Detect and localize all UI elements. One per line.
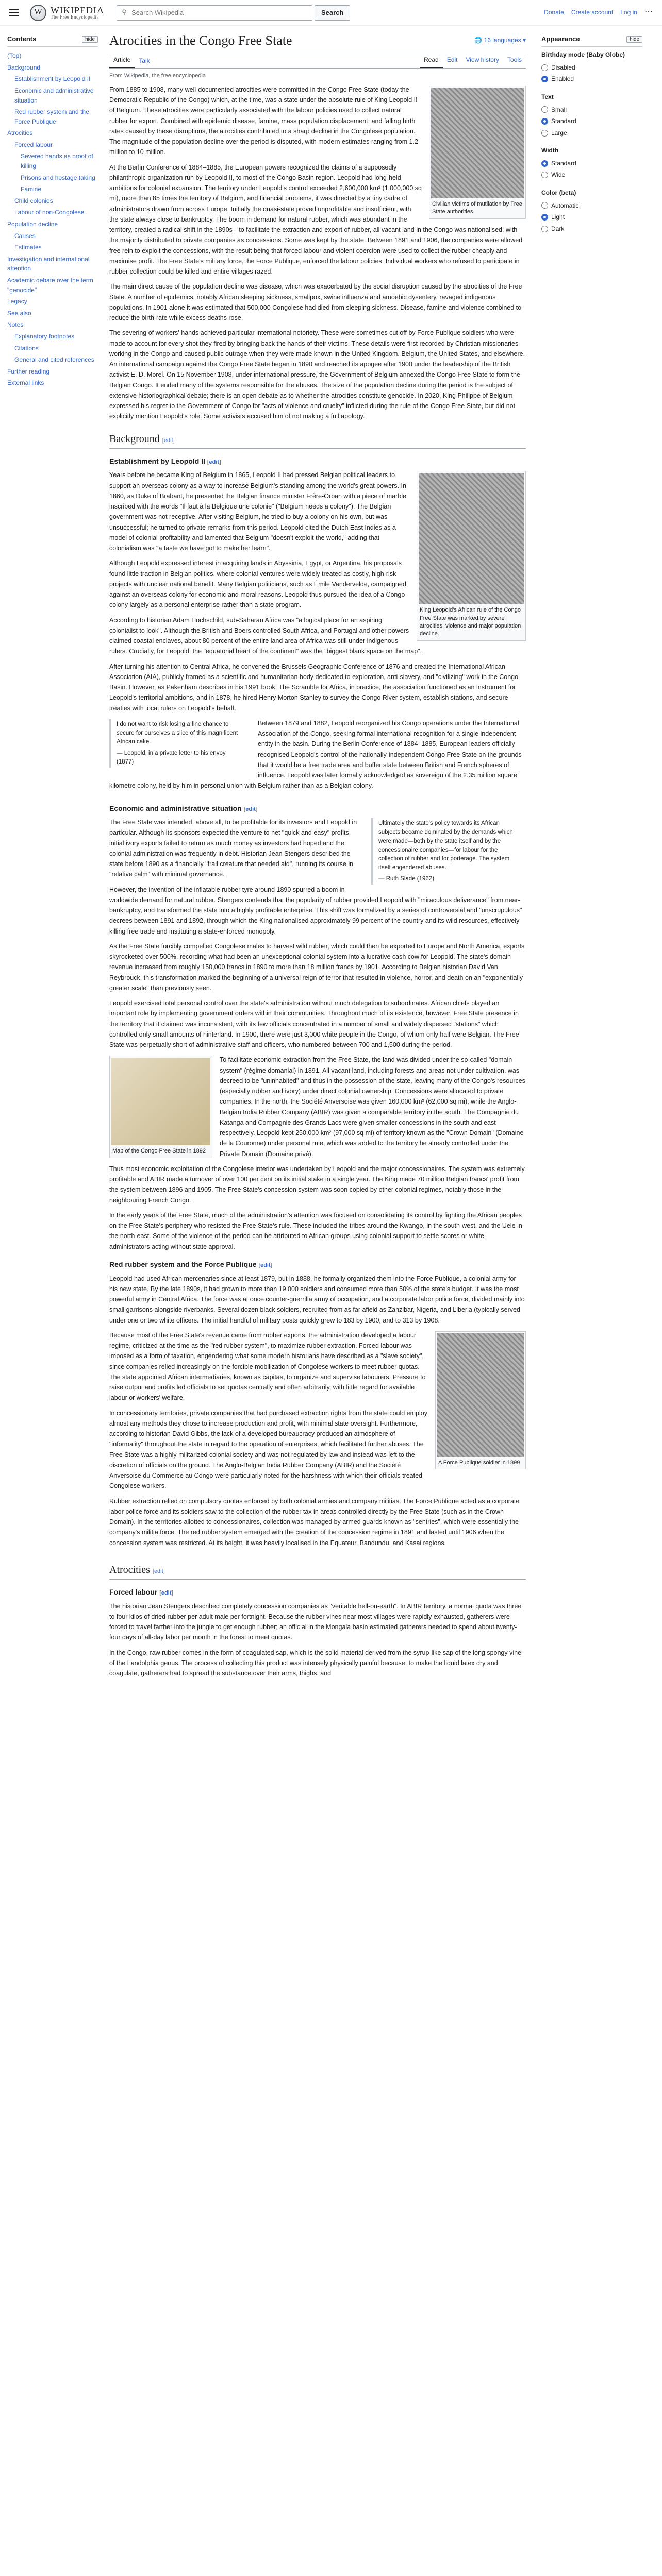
section-rubber-heading: Red rubber system and the Force Publique [edit] — [109, 1260, 273, 1268]
rubber-paragraph: Because most of the Free State's revenue came from rubber exports, the administration developed a labour regime, criticized at the time as the "red rubber system", to maximize rubber extraction. Forced labour was imposed as a form of taxation, engendering what some modern historians have described as a "slave society", since companies relied increasingly on the forcible mobilization of Congolese workers to meet rubber quotas. The state appointed African intermediaries, known as capitas, to organize and supervise labourers. Pressure to raise output and profits led officials to set quotas centrally and often arbitrarily, with little regard for available labour or workers' welfare. — [109, 1331, 426, 1402]
appearance-option-label: Small — [551, 106, 567, 113]
appearance-group-title: Birthday mode (Baby Globe) — [541, 51, 625, 59]
appearance-option[interactable] — [541, 211, 642, 223]
toc-item[interactable]: Academic debate over the term "genocide" — [7, 277, 93, 294]
search-input[interactable] — [131, 6, 312, 20]
intro-paragraph: The main direct cause of the population decline was disease, which was exacerbated by the social disruption caused by the atrocities of the Free State. A number of epidemics, notably African sleeping sickness, smallpox, swine influenza and amoebic dysentery, ravaged indigenous populations. In 1901 alone it was estimated that 500,000 Congolese had died from sleeping sickness. Disease, famine and violence combined to reduce the birth-rate while excess deaths rose. — [109, 283, 522, 322]
toc-item[interactable]: (Top) — [7, 52, 22, 60]
appearance-group — [541, 50, 642, 85]
toc-item[interactable]: Estimates — [14, 244, 42, 251]
toc-item[interactable]: Child colonies — [14, 197, 53, 205]
toc-item[interactable]: External links — [7, 379, 44, 387]
economic-paragraph: However, the invention of the inflatable rubber tyre around 1890 spurred a boom in worldwide demand for natural rubber. Stengers contends that the popularity of rubber provided Leopold with "miraculous deliverance" from near-bankruptcy, and transformed the state into a highly profitable enterprise. This shift was formalized by a series of controversial and "unscrupulous" decrees between 1891 and 1892, through which the King nationalised approximately 99 percent of the country and its wild resources, effectively killing free trade and instituting a state-enforced monopoly. — [109, 886, 522, 935]
section-background-heading: Background [edit] — [109, 431, 526, 449]
appearance-group — [541, 188, 642, 234]
appearance-option-label: Enabled — [551, 75, 574, 83]
force-publique-soldier-image[interactable] — [437, 1333, 524, 1457]
appearance-option[interactable] — [541, 104, 642, 116]
site-header — [0, 0, 662, 26]
radio-icon[interactable] — [541, 64, 548, 71]
page-tabs — [109, 54, 526, 69]
leopold-paragraph: Years before he became King of Belgium in 1865, Leopold II had pressed Belgian political leaders to support an overseas colony as a way to increase Belgium's standing among the world's great powers. In 1860, as Duke of Brabant, he presented the Belgian finance minister Frère-Orban with a piece of marble inscribed with the words "Il faut à la Belgique une colonie" ("Belgium needs a colony"). The Belgian government was not receptive. After visiting Belgium, he tried to buy a colony on his own, but was unsuccessful; he turned to private remarks from this period. Leopold cited the Dutch East Indies as a model of colonial profitability and lamented that Belgium "doesn't exploit the world," adding that colonialism was "a taste we have got to make her learn". — [109, 471, 407, 552]
appearance-option[interactable] — [541, 158, 642, 170]
toc-item[interactable]: Background — [7, 63, 41, 71]
rubber-paragraph: Rubber extraction relied on compulsory quotas enforced by both colonial armies and company militias. The Force Publique acted as a corporate labor police force and its soldiers saw to the collection of the rubber tax in areas controlled directly by the Free State (such as in the Crown Domain). In the territories allotted to concessionaires, collection was managed by armed guards known as "sentries", which were essentially the company's militia force. The red rubber system emerged with the creation of the concession regime in 1891 and lasted until 1906 when the concession system was restricted. At its height, it was heavily localised in the Equateur, Bandundu, and Kasai regions. — [109, 1497, 520, 1547]
wordmark: WIKIPEDIA The Free Encyclopedia — [51, 5, 104, 20]
appearance-option[interactable] — [541, 223, 642, 235]
toc-item[interactable]: Economic and administrative situation — [14, 87, 94, 104]
appearance-option[interactable] — [541, 127, 642, 139]
log-in-link[interactable]: Log in — [620, 9, 637, 16]
appearance-option-label: Automatic — [551, 201, 579, 209]
section-economic-heading: Economic and administrative situation [edit] — [109, 804, 258, 812]
leopold-portrait-image[interactable] — [419, 473, 524, 604]
appearance-option-label: Disabled — [551, 63, 575, 71]
personal-tools — [544, 6, 653, 19]
appearance-group — [541, 92, 642, 139]
radio-icon[interactable] — [541, 226, 548, 232]
appearance-group-title: Color (beta) — [541, 189, 576, 197]
toc-item[interactable]: Causes — [14, 232, 36, 240]
toc-item[interactable]: Prisons and hostage taking — [21, 174, 95, 181]
toc-item[interactable]: Atrocities — [7, 129, 33, 137]
main-menu-icon[interactable] — [9, 6, 24, 20]
appearance-option-label: Standard — [551, 117, 576, 125]
page-title: Atrocities in the Congo Free State — [109, 33, 292, 48]
intro-figure-caption: Civilian victims of mutilation by Free State authorities — [432, 200, 522, 215]
appearance-option-label: Wide — [551, 171, 566, 179]
economic-paragraph: In the early years of the Free State, much of the administration's attention was focused on consolidating its control by fighting the African peoples on the Free State's periphery who resisted the Free State's rule. These included the tribes around the Kwango, in the south-west, and the Uele in the north-east. Some of the violence of the period can be attributed to African groups using colonial support to settle scores or white administrators acting without state approval. — [109, 1211, 522, 1250]
toc-item[interactable]: Forced labour — [14, 141, 53, 148]
radio-icon[interactable] — [541, 160, 548, 167]
section-leopold-heading: Establishment by Leopold II [edit] — [109, 456, 221, 465]
slade-quote — [371, 818, 526, 885]
puzzle-globe-icon: W — [30, 5, 46, 21]
create-account-link[interactable]: Create account — [571, 9, 614, 16]
soldier-figure — [435, 1331, 526, 1469]
leopold-figure-caption: King Leopold's African rule of the Congo Free State was marked by severe atrocities, violence and major population decline. — [420, 607, 521, 637]
appearance-hide-button[interactable]: hide — [626, 36, 642, 43]
search-icon: ⚲ — [122, 8, 127, 16]
soldier-figure-caption: A Force Publique soldier in 1899 — [438, 1459, 520, 1466]
tab-tools[interactable]: Tools — [507, 56, 522, 64]
leopold-figure — [417, 471, 526, 641]
leopold-paragraph: Although Leopold expressed interest in acquiring lands in Abyssinia, Egypt, or Argentina, his proposals found little traction in Belgian politics, where colonial ventures were widely treated as costly, high-risk projects with unclear national benefit. Many Belgian politicians, such as Émile Vandervelde, campaigned against an overseas colony for economic and moral reasons. Leopold thus pursued the idea of a Congo colony largely as a personal enterprise rather than a state program. — [109, 560, 406, 609]
leopold-paragraph: According to historian Adam Hochschild, sub-Saharan Africa was "a logical place for an aspiring colonialist to look". Although the British and Boers controlled South Africa, and Portugal and other powers claimed coastal enclaves, about 80 percent of the entire land area of Africa was still under indigenous rulers. Crucially, for Leopold, the "equatorial heart of the continent" was the "biggest blank space on the map". — [109, 616, 422, 655]
tagline: From Wikipedia, the free encyclopedia — [109, 72, 206, 79]
radio-icon[interactable] — [541, 214, 548, 221]
economic-paragraph: As the Free State forcibly compelled Congolese males to harvest wild rubber, which could then be exported to Europe and North America, exports skyrocketed over 500%, recording what had been an unexceptional colonial system into a lucrative cash cow for Leopold. The state's domain revenue increased from roughly 150,000 francs in 1890 to more than 18 million francs by 1901. According to Belgian historian David Van Reybrouck, this transformation marked the beginning of a universal reign of terror that resulted in violence, horror, and death on an "exponentially greater scale" than previously seen. — [109, 942, 525, 992]
map-figure-caption: Map of the Congo Free State in 1892 — [112, 1148, 206, 1155]
appearance-group-title: Width — [541, 147, 559, 155]
table-of-contents — [0, 26, 103, 1683]
edit-link[interactable]: edit — [209, 459, 220, 465]
quote-text: I do not want to risk losing a fine chance to secure for ourselves a slice of this magnificent African cake. — [117, 721, 238, 745]
article-content — [103, 26, 536, 1683]
edit-link[interactable]: edit — [161, 1589, 172, 1596]
rubber-paragraph: Leopold had used African mercenaries since at least 1879, but in 1888, he formally organized them into the Force Publique, a colonial army for his new state. By the late 1890s, it had grown to more than 19,000 soldiers and consumed more than 50% of the state's budget. It was the most powerful army in Central Africa. The force was at once counter-guerrilla army of occupation, and a corporate labor police force, divided mainly into small garrisons alongside riverbanks. Several dozen black soldiers, recruited from as far afield as Zanzibar, Nigeria, and Liberia (typically served under one or two white officers. The initial handful of military posts quickly grew to 183 by 1900, and to 313 by 1908. — [109, 1275, 525, 1324]
appearance-option[interactable] — [541, 169, 642, 181]
radio-icon[interactable] — [541, 202, 548, 209]
toc-item[interactable]: Further reading — [7, 367, 50, 375]
quote-attribution: — Leopold, in a private letter to his envoy (1877) — [117, 750, 226, 765]
quote-text: Ultimately the state's policy towards its African subjects became dominated by the demands which were made—both by the state itself and by the concessionaire companies—for labour for the collection of rubber and for porterage. The system itself engendered abuses. — [378, 820, 513, 871]
economic-paragraph: Leopold exercised total personal control over the state's administration without much delegation to subordinates. African chiefs played an important role by implementing government orders within their communities. Throughout much of its existence, however, Free State presence in the territory that it claimed was inconsistent, with its few officials concentrated in a number of small and widely dispersed "stations" which controlled only small amounts of hinterland. In 1900, there were just 3,000 white people in the Congo, of whom only half were Belgian. The Free State was perpetually short of administrative staff and officers, who numbered between 700 and 1,500 during the period. — [109, 999, 519, 1049]
toc-item[interactable]: Labour of non-Congolese — [14, 209, 85, 216]
toc-item[interactable]: See also — [7, 309, 31, 317]
economic-paragraph: Thus most economic exploitation of the Congolese interior was undertaken by Leopold and the major concessionaires. The system was extremely profitable and ABIR made a turnover of over 100 per cent on its initial stake in a single year. The King made 70 million Belgian francs' profit from the system between 1896 and 1905. The Free State's concession system was soon copied by other colonial regimes, notably those in the neighbouring French Congo. — [109, 1165, 525, 1204]
toc-item[interactable]: Citations — [14, 344, 39, 352]
toc-item[interactable]: Explanatory footnotes — [14, 332, 75, 340]
economic-paragraph: The Free State was intended, above all, to be profitable for its investors and Leopold in particular. Although its sponsors expected the venture to net "quick and easy" profits, initial ivory exports failed to return as much money as investors had hoped and the colonial administration was frequently in debt. Historian Jean Stengers described the state before 1890 as a financially "frail creature that needed aid", running its course in "relative calm" with minimal governance. — [109, 819, 357, 878]
appearance-option[interactable] — [541, 73, 642, 85]
radio-icon[interactable] — [541, 118, 548, 125]
intro-paragraph: The severing of workers' hands achieved particular international notoriety. These were sometimes cut off by Force Publique soldiers who were made to account for every shot they fired by bringing back the hands of their victims. These details were first recorded by Christian missionaries working in the Congo and caused public outrage when they were made known in the United Kingdom, Belgium, the United States, and elsewhere. An international campaign against the Congo Free State began in 1890 and reached its apogee after 1900 under the leadership of the British activist E. D. Morel. On 15 November 1908, under international pressure, the Government of Belgium annexed the Congo Free State to form the Belgian Congo. It ended many of the systems responsible for the abuses. The size of the population decline during the period is the subject of extensive historiographical debate; there is an open debate as to whether the atrocities constitute genocide. In 2020, King Philippe of Belgium expressed his regret to the Government of Congo for "acts of violence and cruelty" inflicted during the rule of the Congo Free State, but did not explicitly mention Leopold's role. Some activists accused him of not making a full apology. — [109, 329, 525, 420]
appearance-option[interactable] — [541, 62, 642, 74]
appearance-group — [541, 146, 642, 181]
toc-item[interactable]: Famine — [21, 185, 42, 193]
map-figure — [109, 1056, 212, 1158]
tab-talk[interactable]: Talk — [139, 57, 150, 65]
appearance-header — [541, 34, 642, 47]
leopold-paragraph: Between 1879 and 1882, Leopold reorganized his Congo operations under the International Association of the Congo, seeking formal international recognition for a single independent entity in the basin. During the Berlin Conference of 1884–1885, European leaders officially recognised Leopold's control of the nationally-independent Congo Free State on the grounds that it would be a free trade area and buffer state between British and French spheres of influence. Leopold was later formally acknowledged as sovereign of the 2.35 million square kilometre colony, held by him in personal union with Belgium rather than as a Belgian colony. — [109, 719, 522, 790]
appearance-option-label: Light — [551, 213, 565, 221]
appearance-option-label: Dark — [551, 225, 565, 232]
toc-hide-button[interactable]: hide — [82, 36, 98, 43]
title-bar — [109, 29, 526, 54]
intro-paragraph: At the Berlin Conference of 1884–1885, the European powers recognized the claims of a supposedly philanthropic organization run by Leopold II, to most of the Congo Basin region. Leopold had long-held ambitions for colonial expansion. The territory under Leopold's control exceeded 2,600,000 km² (1,000,000 sq mi), more than 85 times the territory of Belgium, and financial problems, it was directed by a tiny cadre of administrators drawn from across Europe. Initially the quasi-state proved unprofitable and insufficient, with the state always close to bankruptcy. The boom in demand for natural rubber, which was abundant in the territory, created a radical shift in the 1890s—to facilitate the extraction and export of rubber, all vacant land in the Congo was nationalised, with the majority distributed to private companies as concessions. Some was kept by the state. Between 1891 and 1906, the companies were allowed free rein to exploit the concessions, with the result being that forced labour and violent coercion were used to collect the rubber cheaply and maximise profit. The Free State's military force, the Force Publique, enforced the labour policies. Individual workers who refused to participate in rubber collection could be killed and entire villages razed. — [109, 163, 523, 276]
toc-item[interactable]: General and cited references — [14, 356, 94, 364]
edit-link[interactable]: edit — [260, 1262, 271, 1268]
toc-item[interactable]: Notes — [7, 321, 24, 329]
toc-header — [7, 34, 98, 47]
toc-item[interactable]: Legacy — [7, 298, 27, 306]
toc-list — [7, 50, 98, 389]
radio-icon[interactable] — [541, 76, 548, 82]
more-options-icon[interactable]: ⋯ — [644, 8, 653, 17]
toc-title: Contents — [7, 35, 37, 43]
search-box — [117, 5, 312, 21]
donate-link[interactable]: Donate — [544, 9, 564, 16]
economic-paragraph: To facilitate economic extraction from the Free State, the land was divided under the so-called "domain system" (régime domanial) in 1891. All vacant land, including forests and areas not under cultivation, was decreed to be "uninhabited" and thus in the possession of the state, leaving many of the Congo's resources (especially rubber and ivory) under direct colonial ownership. Concessions were allocated to private companies. In the north, the Société Anversoise was given 160,000 km² (62,000 sq mi), while the Anglo-Belgian India Rubber Company (ABIR) was given a comparable territory in the south. The Compagnie du Katanga and Compagnie des Grands Lacs were given smaller concessions in the south and east respectively. Leopold kept 250,000 km² (97,000 sq mi) of territory known as the "Crown Domain" (Domaine de la Couronne) under personal rule, which was added to the territory he already controlled under the Private Domain (Domaine privé). — [220, 1056, 525, 1158]
intro-paragraph: From 1885 to 1908, many well-documented atrocities were committed in the Congo Free State (today the Democratic Republic of the Congo) which, at the time, was a state under the absolute rule of King Leopold II of Belgium. These atrocities were particularly associated with the labour policies used to collect natural rubber for export. Combined with epidemic disease, famine, mass population displacement, and falling birth rates caused by these disruptions, the atrocities contributed to a sharp decline in the Congolese population. The magnitude of the population decline over the period is disputed, with modern estimates ranging from 1.2 million to 10 million. — [109, 86, 418, 156]
edit-link[interactable]: edit — [245, 806, 256, 812]
appearance-groups — [541, 50, 642, 234]
tab-view-history[interactable]: View history — [466, 56, 499, 64]
search-button[interactable]: Search — [315, 5, 350, 21]
radio-icon[interactable] — [541, 130, 548, 137]
appearance-option[interactable] — [541, 115, 642, 127]
appearance-option-label: Standard — [551, 159, 576, 167]
congo-map-image[interactable] — [111, 1058, 210, 1145]
toc-item[interactable]: Severed hands as proof of killing — [21, 152, 93, 170]
appearance-title: Appearance — [541, 35, 580, 43]
intro-figure — [429, 86, 526, 219]
appearance-group-title: Text — [541, 93, 554, 100]
toc-item[interactable]: Red rubber system and the Force Publique — [14, 108, 89, 125]
appearance-option[interactable] — [541, 200, 642, 212]
leopold-paragraph: After turning his attention to Central Africa, he convened the Brussels Geographic Conference of 1876 and created the International African Association (AIA), publicly framed as a scientific and humanitarian body dedicated to exploration, anti-slavery, and "civilizing" work in the Congo Basin. However, as Pakenham describes in his 1991 book, The Scramble for Africa, in practice, the association functioned as an instrument for Leopold's territorial ambitions, and in 1878, he hired Henry Morton Stanley to survey the Congo River system, establish stations, and secure treaties with local rulers on Leopold's behalf. — [109, 663, 519, 712]
section-atrocities-heading: Atrocities [edit] — [109, 1562, 526, 1580]
toc-item[interactable]: Investigation and international attention — [7, 255, 90, 273]
edit-link[interactable]: edit — [154, 1568, 163, 1574]
edit-link[interactable]: edit — [163, 437, 173, 444]
appearance-panel — [536, 26, 650, 1683]
tab-edit[interactable]: Edit — [446, 56, 458, 64]
mutilation-victims-image[interactable] — [431, 88, 524, 198]
forced-labour-paragraph: In the Congo, raw rubber comes in the form of coagulated sap, which is the solid material derived from the syrup-like sap of the long spongy vine of the Landolphia genus. The process of collecting this product was intensely physically painful because, to make the liquid latex dry and coagulate, gatherers had to spread the substance over their arms, thighs, and — [109, 1649, 522, 1677]
tab-read[interactable]: Read — [420, 53, 443, 68]
radio-icon[interactable] — [541, 106, 548, 113]
radio-icon[interactable] — [541, 172, 548, 178]
language-selector[interactable]: 🌐 16 languages ▾ — [474, 36, 526, 44]
quote-attribution: — Ruth Slade (1962) — [378, 875, 435, 882]
forced-labour-paragraph: The historian Jean Stengers described completely concession companies as "veritable hell-on-earth". In ABIR territory, a normal quota was three to four kilos of dried rubber per adult male per fortnight. Because the rubber vines near most villages were rapidly exhausted, gatherers were forced to travel farther into the jungle to get enough rubber; an official in the Mongala basin estimated gatherers needed to spend about twenty-four days of all-day labor per month in the forest to meet quotas. — [109, 1602, 522, 1641]
section-forced-labour-heading: Forced labour [edit] — [109, 1587, 174, 1596]
toc-item[interactable]: Population decline — [7, 221, 58, 228]
leopold-quote — [109, 719, 249, 768]
wikipedia-logo[interactable] — [30, 5, 104, 21]
rubber-paragraph: In concessionary territories, private companies that had purchased extraction rights from the state could employ almost any methods they chose to increase production and profit, with minimal state oversight. Furthermore, according to historian David Gibbs, the lack of a developed bureaucracy produced an atmosphere of "informality" throughout the state in regard to the operation of enterprises, which facilitated further abuses. The Free State was a highly militarized colonial society and was not regulated by law and instead was left to the discretion of officials on the ground. The Anglo-Belgian India Rubber Company (ABIR) and the Société Anversoise du Commerce au Congo were particularly noted for the harshness with which their officials treated Congolese workers. — [109, 1409, 427, 1490]
toc-item[interactable]: Establishment by Leopold II — [14, 75, 91, 83]
tab-article[interactable]: Article — [109, 53, 135, 68]
appearance-option-label: Large — [551, 129, 567, 137]
